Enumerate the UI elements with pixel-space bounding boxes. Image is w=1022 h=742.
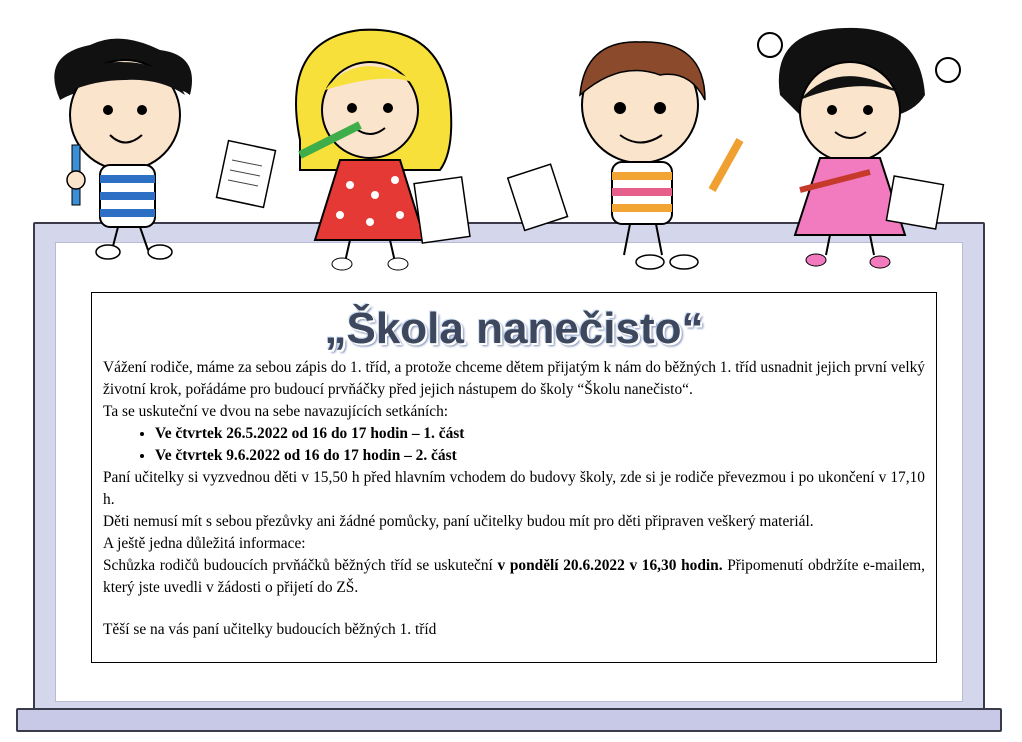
paragraph-important: A ještě jedna důležitá informace: xyxy=(103,535,306,552)
paragraph-signature: Těší se na vás paní učitelky budoucích běžných 1. tříd xyxy=(103,621,437,638)
meeting-date: v pondělí 20.6.2022 v 16,30 hodin. xyxy=(497,557,723,574)
sessions-list xyxy=(103,423,925,467)
paragraph-sessions-intro: Ta se uskuteční ve dvou na sebe navazujících setkáních: xyxy=(103,403,449,420)
paragraph-intro: Vážení rodiče, máme za sebou zápis do 1. tříd, a protože chceme dětem přijatým k nám do běžných 1. tříd usnadnit jejich první velký životní krok, pořádáme pro budoucí prvňáčky před jejich nástupem do školy “Školu nanečisto“. xyxy=(103,359,925,398)
list-item: • Ve čtvrtek 26.5.2022 od 16 do 17 hodin – 1. část xyxy=(155,423,925,445)
boy-brown-hair-figure xyxy=(508,42,740,269)
boy-blue-shirt-figure xyxy=(54,39,275,259)
girl-red-dress-figure xyxy=(296,30,470,270)
paragraph-meeting xyxy=(103,555,925,599)
meeting-text-end: Připomenutí obdržíte e-mailem, který jste uvedli v žádosti o přijetí do ZŠ. xyxy=(103,557,926,596)
paragraph-pickup: Paní učitelky si vyzvednou děti v 15,50 h před hlavním vchodem do budovy školy, zde si je rodiče převezmou i po ukončení v 17,10 h. xyxy=(103,469,925,508)
announcement-box xyxy=(91,292,937,663)
children-illustration xyxy=(0,0,1022,280)
girl-pink-dress-figure xyxy=(758,28,960,268)
meeting-text-start: Schůzka rodičů budoucích prvňáčků běžných tříd se uskuteční xyxy=(103,557,498,574)
paragraph-supplies: Děti nemusí mít s sebou přezůvky ani žádné pomůcky, paní učitelky budou mít pro děti připraven veškerý materiál. xyxy=(103,513,814,530)
page-title: „Škola nanečisto“ xyxy=(324,304,704,353)
whiteboard-tray xyxy=(16,708,1002,732)
list-item: • Ve čtvrtek 9.6.2022 od 16 do 17 hodin – 2. část xyxy=(155,445,925,467)
